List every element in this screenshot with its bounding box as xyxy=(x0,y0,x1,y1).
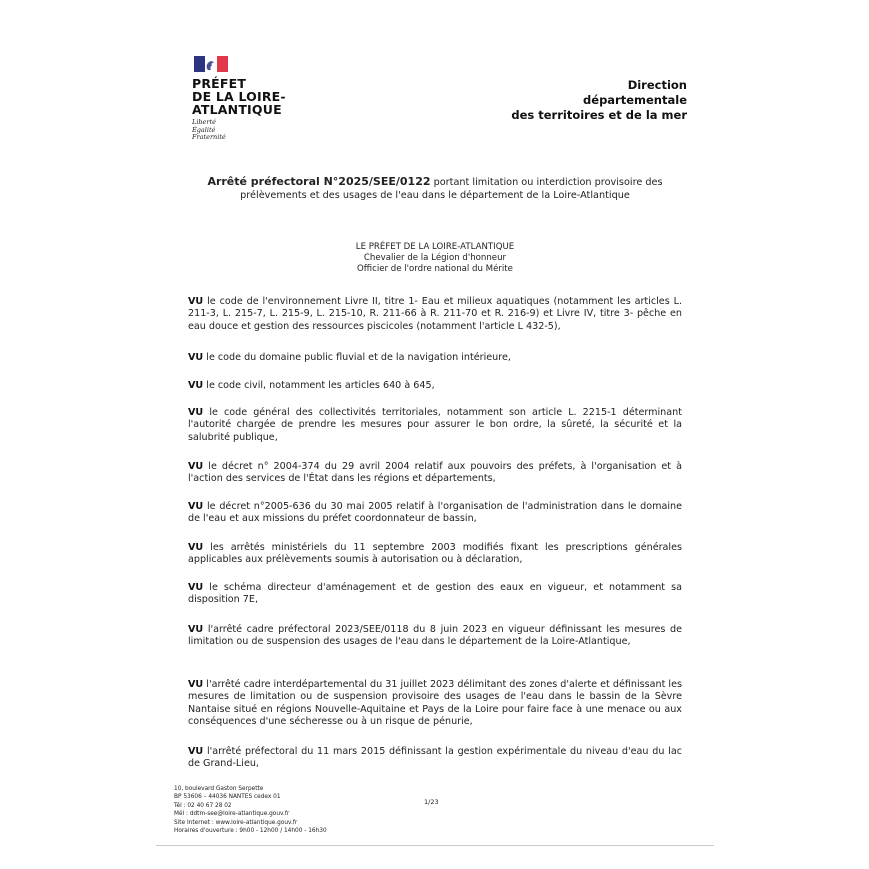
prefet-name xyxy=(192,77,312,116)
footer-line: 10, boulevard Gaston Serpette xyxy=(174,786,264,792)
arrete-title xyxy=(190,175,680,202)
arrete-subject-line2: prélèvements et des usages de l'eau dans le département de la Loire-Atlantique xyxy=(240,190,630,201)
visa-paragraph xyxy=(188,501,682,526)
visa-text: le décret n° 2004-374 du 29 avril 2004 relatif aux pouvoirs des préfets, à l'organisation et à l'action des services de l'État dans les régions et départements, xyxy=(188,461,682,485)
prefet-titles xyxy=(300,242,570,275)
prefet-line: DE LA LOIRE- xyxy=(192,89,286,104)
vu-keyword: VU xyxy=(188,461,204,472)
visa-paragraph xyxy=(188,542,682,567)
footer-line: Horaires d'ouverture : 9h00 - 12h00 / 14h00 - 16h30 xyxy=(174,828,327,835)
prefet-line: PRÉFET xyxy=(192,76,247,91)
visa-text: le code de l'environnement Livre II, titre 1- Eau et milieux aquatiques (notamment les articles L. 211-3, L. 215-7, L. 215-9, L. 215-10, R. 211-66 à R. 211-70 et R. 216-9) et Livre IV, titre 3- pêche en eau douce et gestion des ressources piscicoles (notamment l'article L 432-5), xyxy=(188,296,682,332)
visa-paragraph xyxy=(188,582,682,607)
footer-line: BP 53606 – 44036 NANTES cedex 01 xyxy=(174,794,281,801)
visa-paragraph xyxy=(188,746,682,771)
visa-text: les arrêtés ministériels du 11 septembre 2003 modifiés fixant les prescriptions générales applicables aux prélèvements soumis à autorisation ou à déclaration, xyxy=(188,542,682,566)
motto-line: Égalité xyxy=(192,125,216,134)
vu-keyword: VU xyxy=(188,380,204,391)
footer-line: Tél : 02 40 67 28 02 xyxy=(174,802,232,809)
footer-line: Site Internet : www.loire-atlantique.gouv.fr xyxy=(174,819,298,826)
direction-line: départementale xyxy=(583,93,687,107)
arrete-number: Arrêté préfectoral N°2025/SEE/0122 xyxy=(207,175,431,188)
prefecture-logo xyxy=(192,56,312,142)
visa-text: l'arrêté préfectoral du 11 mars 2015 définissant la gestion expérimentale du niveau d'eau du lac de Grand-Lieu, xyxy=(188,746,682,770)
republic-motto xyxy=(192,119,312,142)
vu-keyword: VU xyxy=(188,624,204,635)
vu-keyword: VU xyxy=(188,542,204,553)
visa-text: le décret n°2005-636 du 30 mai 2005 relatif à l'organisation de l'administration dans le domaine de l'eau et aux missions du préfet coordonnateur de bassin, xyxy=(188,501,682,525)
prefet-title-line: Officier de l'ordre national du Mérite xyxy=(357,264,513,274)
visa-paragraph xyxy=(188,624,682,649)
footer-line: Mél : ddtm-see@loire-atlantique.gouv.fr xyxy=(174,811,290,818)
visa-paragraph xyxy=(188,352,682,364)
vu-keyword: VU xyxy=(188,501,204,512)
vu-keyword: VU xyxy=(188,352,204,363)
visa-text: le code civil, notamment les articles 640 à 645, xyxy=(206,380,435,391)
prefet-title-line: Chevalier de la Légion d'honneur xyxy=(363,253,507,263)
vu-keyword: VU xyxy=(188,582,204,593)
prefet-line: ATLANTIQUE xyxy=(192,102,282,117)
visa-paragraph xyxy=(188,679,682,729)
visa-text: le code du domaine public fluvial et de la navigation intérieure, xyxy=(206,352,511,363)
vu-keyword: VU xyxy=(188,296,204,307)
motto-line: Liberté xyxy=(192,118,216,126)
direction-name xyxy=(511,78,687,123)
visa-paragraph xyxy=(188,380,682,392)
page-number: 1/23 xyxy=(424,798,439,806)
footer-address xyxy=(174,785,327,835)
marianne-icon xyxy=(204,59,216,71)
motto-line: Fraternité xyxy=(192,133,226,141)
page-divider xyxy=(156,845,714,846)
visa-text: le code général des collectivités territoriales, notamment son article L. 2215-1 déterminant l'autorité chargée de prendre les mesures pour assurer le bon ordre, la sûreté, la sécurité et la salubrité publique, xyxy=(188,407,682,443)
visa-paragraph xyxy=(188,296,682,333)
vu-keyword: VU xyxy=(188,746,204,757)
prefet-title-line: LE PRÉFET DE LA LOIRE-ATLANTIQUE xyxy=(355,242,515,252)
visa-paragraph xyxy=(188,461,682,486)
visa-text: l'arrêté cadre interdépartemental du 31 juillet 2023 délimitant des zones d'alerte et définissant les mesures de limitation ou de suspension provisoire des usages de l'eau dans le bassin de la Sèvre Nantaise situé en régions Nouvelle-Aquitaine et Pays de la Loire pour faire face à une menace ou aux conséquences d'une sécheresse ou à un risque de pénurie, xyxy=(188,679,682,728)
visa-text: le schéma directeur d'aménagement et de gestion des eaux en vigueur, et notamment sa disposition 7E, xyxy=(188,582,682,606)
visa-paragraph xyxy=(188,407,682,444)
arrete-subject: portant limitation ou interdiction provisoire des xyxy=(430,177,663,188)
vu-keyword: VU xyxy=(188,679,204,690)
vu-keyword: VU xyxy=(188,407,204,418)
direction-line: Direction xyxy=(627,78,687,92)
visa-text: l'arrêté cadre préfectoral 2023/SEE/0118 du 8 juin 2023 en vigueur définissant les mesures de limitation ou de suspension des usages de l'eau dans le département de la Loire-Atlantique, xyxy=(188,624,683,648)
direction-line: des territoires et de la mer xyxy=(511,108,687,122)
